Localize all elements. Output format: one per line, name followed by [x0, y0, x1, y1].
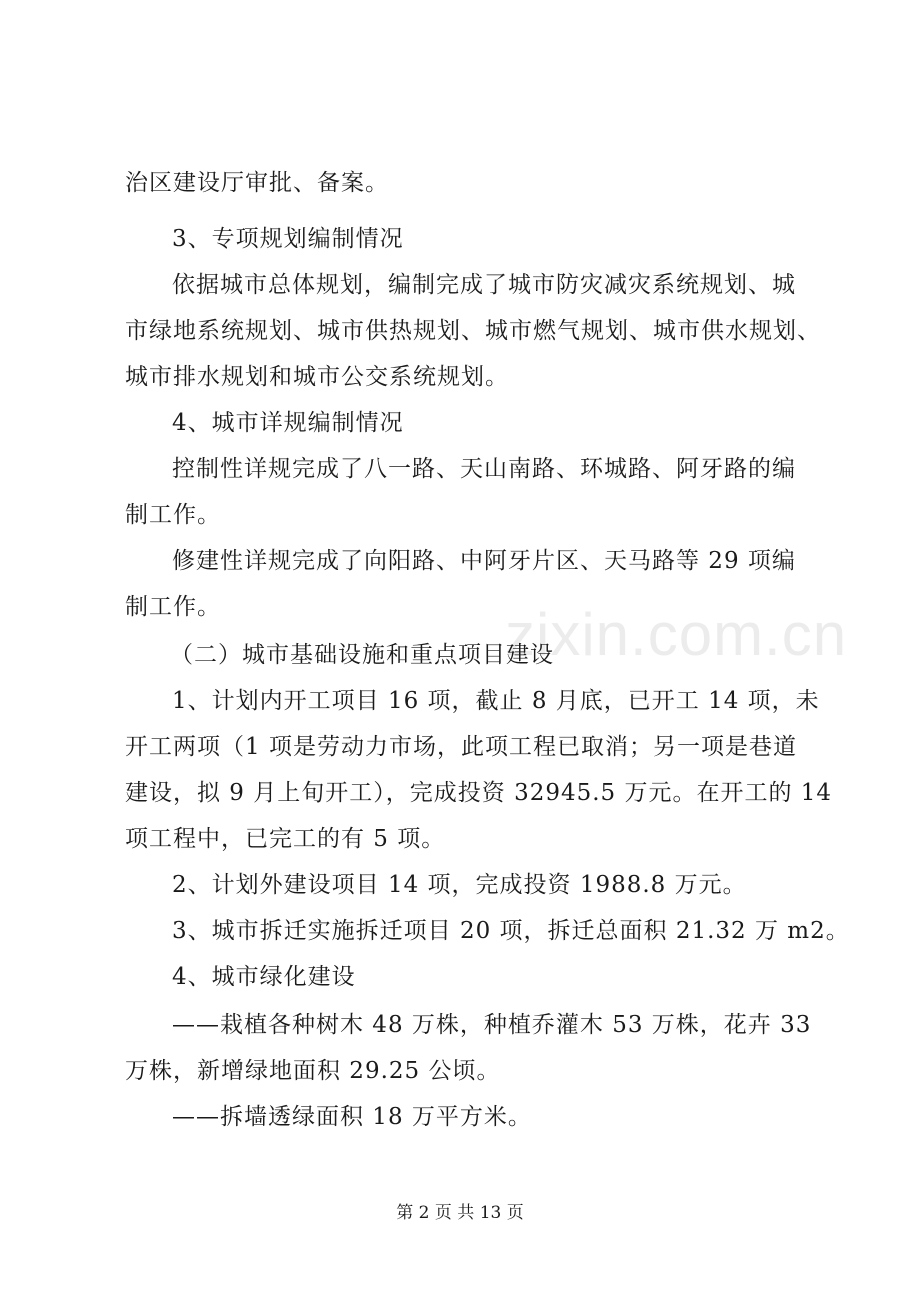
section-heading: 4、城市详规编制情况	[172, 410, 404, 436]
body-line: 依据城市总体规划，编制完成了城市防灾减灾系统规划、城	[172, 272, 796, 298]
body-line: 万株，新增绿地面积 29.25 公顷。	[125, 1058, 501, 1084]
body-line: ——拆墙透绿面积 18 万平方米。	[172, 1104, 532, 1130]
body-line: 制工作。	[125, 594, 221, 620]
body-line: 市绿地系统规划、城市供热规划、城市燃气规划、城市供水规划、	[125, 318, 821, 344]
body-line: 控制性详规完成了八一路、天山南路、环城路、阿牙路的编	[172, 456, 796, 482]
body-line: 1、计划内开工项目 16 项，截止 8 月底，已开工 14 项，未	[172, 688, 820, 714]
body-line: 项工程中，已完工的有 5 项。	[125, 826, 446, 852]
body-line: 2、计划外建设项目 14 项，完成投资 1988.8 万元。	[172, 872, 747, 898]
section-heading: 4、城市绿化建设	[172, 964, 356, 990]
watermark: zixin.com.cn	[505, 601, 848, 668]
body-line: 制工作。	[125, 502, 221, 528]
body-line: 建设，拟 9 月上旬开工），完成投资 32945.5 万元。在开工的 14	[125, 780, 833, 806]
body-line: ——栽植各种树木 48 万株，种植乔灌木 53 万株，花卉 33	[172, 1012, 812, 1038]
body-line: 城市排水规划和城市公交系统规划。	[125, 364, 509, 390]
body-line: 治区建设厅审批、备案。	[125, 170, 389, 196]
section-heading: （二）城市基础设施和重点项目建设	[170, 642, 554, 668]
body-line: 修建性详规完成了向阳路、中阿牙片区、天马路等 29 项编	[172, 548, 796, 574]
body-line: 3、城市拆迁实施拆迁项目 20 项，拆迁总面积 21.32 万 m2。	[172, 918, 850, 944]
page-footer: 第 2 页 共 13 页	[396, 1203, 524, 1223]
body-line: 开工两项（1 项是劳动力市场，此项工程已取消；另一项是巷道	[125, 734, 797, 760]
section-heading: 3、专项规划编制情况	[172, 226, 404, 252]
